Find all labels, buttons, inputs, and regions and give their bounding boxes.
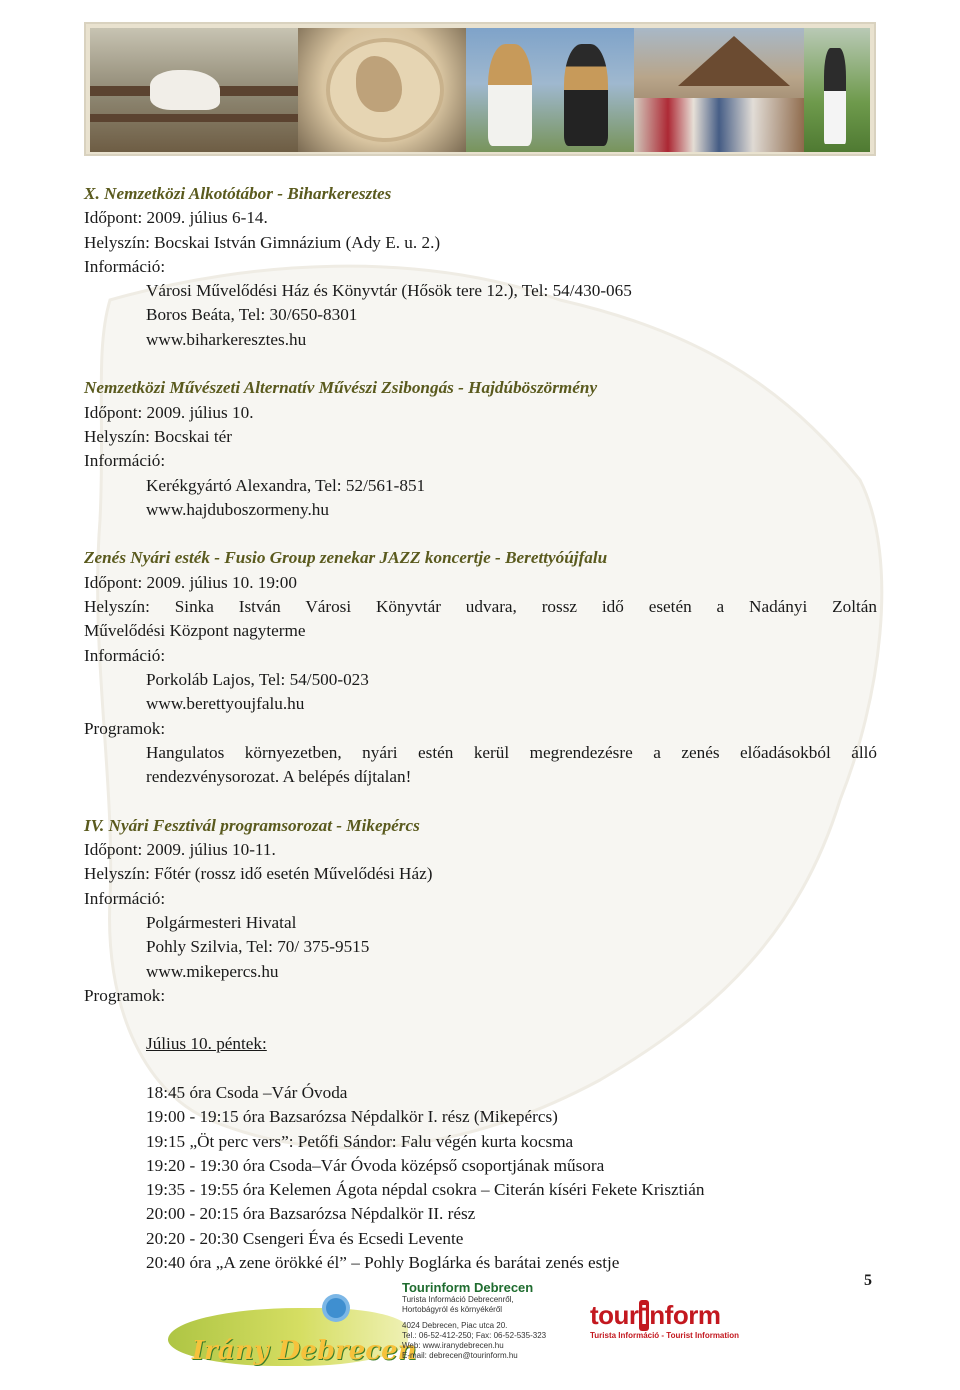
website-link[interactable]: www.mikepercs.hu <box>146 961 279 981</box>
info-label: Információ: <box>84 451 166 471</box>
event-title: Zenés Nyári esték - Fusio Group zenekar JAZZ koncertje - Berettyóújfalu <box>84 548 608 568</box>
irany-debrecen-logo: Irány Debrecen <box>192 1336 417 1366</box>
programs-label: Programok: <box>84 985 166 1005</box>
brand-text: tour <box>590 1300 639 1330</box>
info-label: Információ: <box>84 888 166 908</box>
website-link[interactable]: www.biharkeresztes.hu <box>146 329 307 349</box>
tourinform-title: Tourinform Debrecen <box>402 1280 534 1295</box>
website-link[interactable]: www.berettyoujfalu.hu <box>146 694 305 714</box>
info-i-icon: i <box>640 1300 648 1330</box>
day-heading: Július 10. péntek: <box>146 1034 267 1054</box>
program-description-cont: rendezvénysorozat. A belépés díjtalan! <box>146 767 412 787</box>
contact-line: Turista Információ Debrecenről, <box>402 1295 514 1304</box>
info-line: Porkoláb Lajos, Tel: 54/500-023 <box>146 669 369 689</box>
document-body <box>84 182 877 1275</box>
contact-phone: Tel.: 06-52-412-250; Fax: 06-52-535-323 <box>402 1331 547 1340</box>
schedule-item: 20:20 - 20:30 Csengeri Éva és Ecsedi Levente <box>146 1228 464 1248</box>
contact-email[interactable]: E-mail: debrecen@tourinform.hu <box>402 1351 518 1360</box>
info-line: Polgármesteri Hivatal <box>146 912 297 932</box>
event-date: Időpont: 2009. július 10. <box>84 402 254 422</box>
contact-line: Hortobágyról és környékéről <box>402 1305 503 1314</box>
event-date: Időpont: 2009. július 6-14. <box>84 208 268 228</box>
event-venue-cont: Művelődési Központ nagyterme <box>84 621 306 641</box>
photo-hay-figures <box>466 28 634 152</box>
contact-address: 4024 Debrecen, Piac utca 20. <box>402 1321 508 1330</box>
event-venue: Helyszín: Sinka István Városi Könyvtár udvara, rossz idő esetén a Nadányi Zoltán <box>84 597 877 617</box>
event-venue: Helyszín: Főtér (rossz idő esetén Művelődési Ház) <box>84 864 433 884</box>
brand-text: nform <box>649 1300 721 1330</box>
schedule-item: 19:20 - 19:30 óra Csoda–Vár Óvoda középső csoportjának műsora <box>146 1155 605 1175</box>
info-line: Kerékgyártó Alexandra, Tel: 52/561-851 <box>146 475 426 495</box>
header-photo-banner <box>84 22 876 156</box>
brand-tagline: Turista Információ - Tourist Information <box>590 1331 740 1340</box>
event-venue: Helyszín: Bocskai István Gimnázium (Ady E. u. 2.) <box>84 232 441 252</box>
tourinform-contact-block <box>402 1280 582 1380</box>
photo-carved-plate <box>298 28 466 152</box>
footer-logos <box>156 1278 766 1386</box>
tourinform-brand-logo <box>590 1300 762 1350</box>
website-link[interactable]: www.hajduboszormeny.hu <box>146 499 329 519</box>
photo-folk-dancers <box>634 28 804 152</box>
info-line: Városi Művelődési Ház és Könyvtár (Hősök tere 12.), Tel: 54/430-065 <box>146 281 632 301</box>
program-description: Hangulatos környezetben, nyári estén kerül megrendezésre a zenés előadásokból álló <box>146 742 877 762</box>
schedule-item: 20:40 óra „A zene örökké él” – Pohly Boglárka és barátai zenés estje <box>146 1253 620 1273</box>
event-venue: Helyszín: Bocskai tér <box>84 426 232 446</box>
info-line: Boros Beáta, Tel: 30/650-8301 <box>146 305 358 325</box>
schedule-item: 19:15 „Öt perc vers”: Petőfi Sándor: Falu végén kurta kocsma <box>146 1131 574 1151</box>
programs-label: Programok: <box>84 718 166 738</box>
schedule-item: 19:35 - 19:55 óra Kelemen Ágota népdal csokra – Citerán kíséri Fekete Krisztián <box>146 1180 705 1200</box>
schedule-item: 20:00 - 20:15 óra Bazsarózsa Népdalkör II. rész <box>146 1204 476 1224</box>
photo-archer <box>804 28 870 152</box>
event-title: IV. Nyári Fesztivál programsorozat - Mikepércs <box>84 815 420 835</box>
schedule-item: 19:00 - 19:15 óra Bazsarózsa Népdalkör I. rész (Mikepércs) <box>146 1107 558 1127</box>
info-line: Pohly Szilvia, Tel: 70/ 375-9515 <box>146 937 370 957</box>
contact-web[interactable]: Web: www.iranydebrecen.hu <box>402 1341 504 1350</box>
event-title: X. Nemzetközi Alkotótábor - Biharkeresztes <box>84 184 392 203</box>
info-label: Információ: <box>84 645 166 665</box>
flower-icon <box>326 1298 346 1318</box>
schedule-item: 18:45 óra Csoda –Vár Óvoda <box>146 1082 348 1102</box>
event-date: Időpont: 2009. július 10. 19:00 <box>84 572 297 592</box>
photo-horses-corral <box>90 28 298 152</box>
event-date: Időpont: 2009. július 10-11. <box>84 840 276 860</box>
info-label: Információ: <box>84 256 166 276</box>
page-number: 5 <box>864 1272 872 1289</box>
event-title: Nemzetközi Művészeti Alternatív Művészi Zsibongás - Hajdúböszörmény <box>84 378 598 398</box>
